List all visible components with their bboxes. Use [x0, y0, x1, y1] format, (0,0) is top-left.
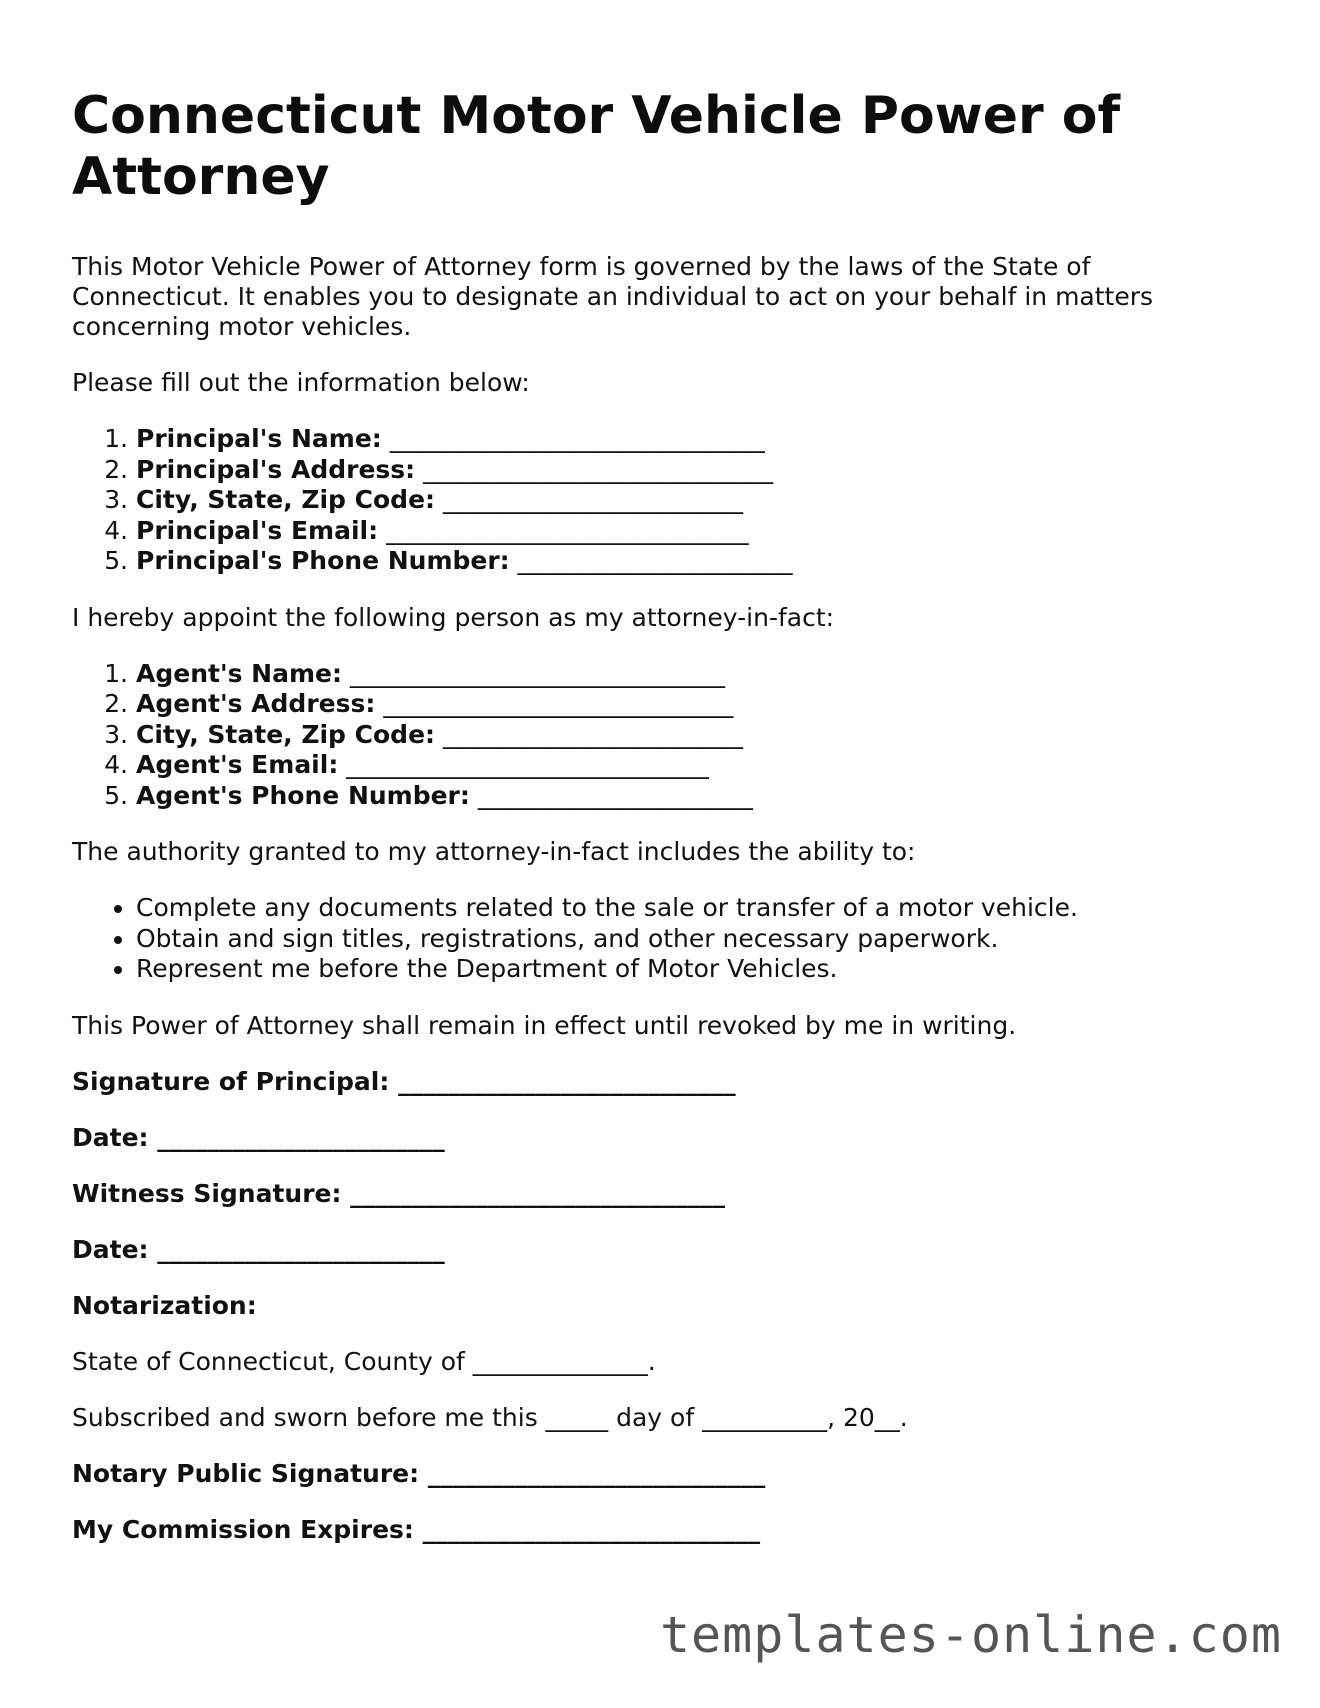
field-blank: ______________________________: [389, 424, 765, 453]
field-label: Agent's Name:: [136, 658, 342, 688]
principal-address-field: [136, 455, 1252, 486]
agent-city-state-zip-field: [136, 720, 1252, 751]
authority-item: • Obtain and sign titles, registrations, and other necessary paperwork.: [136, 924, 1252, 955]
fill-prompt: Please fill out the information below:: [72, 368, 530, 397]
appoint-text: I hereby appoint the following person as my attorney-in-fact:: [72, 602, 835, 632]
field-label: City, State, Zip Code:: [136, 485, 436, 514]
agent-phone-field: [136, 781, 1252, 812]
witness-signature-line: Witness Signature: ______________________________: [72, 1178, 726, 1208]
principal-phone-field: [136, 546, 1252, 577]
notarization-heading: Notarization:: [72, 1290, 257, 1320]
field-blank: _____________________________: [346, 750, 709, 779]
principal-email-field: [136, 516, 1252, 547]
field-blank: ______________________: [477, 780, 753, 810]
authority-item: • Complete any documents related to the sale or transfer of a motor vehicle.: [136, 893, 1252, 924]
field-blank: ________________________: [442, 485, 743, 514]
agent-fields-list: [72, 659, 1252, 812]
field-label: City, State, Zip Code:: [136, 719, 436, 749]
principal-city-state-zip-field: [136, 485, 1252, 516]
field-blank: ____________________________: [423, 454, 774, 484]
document-page: [72, 86, 1252, 1571]
principal-date-line: Date: _______________________: [72, 1122, 445, 1152]
field-blank: ________________________: [442, 719, 743, 749]
authority-item: • Represent me before the Department of Motor Vehicles.: [136, 954, 1252, 985]
notary-state-line: State of Connecticut, County of ______________.: [72, 1346, 656, 1376]
agent-email-field: [136, 750, 1252, 781]
field-label: Agent's Phone Number:: [136, 780, 470, 810]
revocation-text: This Power of Attorney shall remain in effect until revoked by me in writing.: [72, 1010, 1017, 1040]
watermark-text: templates-online.com: [659, 1606, 1282, 1664]
document-title: Connecticut Motor Vehicle Power of Attorney: [72, 86, 1121, 207]
field-label: Agent's Address:: [136, 689, 376, 718]
field-label: Agent's Email:: [136, 750, 339, 779]
field-blank: ______________________: [517, 546, 793, 575]
field-label: Principal's Email:: [136, 515, 379, 545]
agent-address-field: [136, 689, 1252, 720]
authority-intro: The authority granted to my attorney-in-fact includes the ability to:: [72, 837, 916, 866]
witness-date-line: Date: _______________________: [72, 1234, 445, 1264]
agent-name-field: [136, 659, 1252, 690]
intro-paragraph: This Motor Vehicle Power of Attorney form is governed by the laws of the State of Connecticut. It enables you to designate an individual to act on your behalf in matters concerning motor vehicles.: [72, 252, 1154, 341]
principal-signature-line: Signature of Principal: ___________________________: [72, 1066, 736, 1096]
field-label: Principal's Phone Number:: [136, 546, 510, 575]
field-label: Principal's Name:: [136, 424, 382, 453]
notary-sworn-line: Subscribed and sworn before me this _____ day of __________, 20__.: [72, 1402, 908, 1432]
principal-name-field: [136, 424, 1252, 455]
notary-signature-line: Notary Public Signature: ___________________________: [72, 1458, 766, 1488]
principal-fields-list: [72, 424, 1252, 577]
commission-expires-line: My Commission Expires: ___________________________: [72, 1514, 761, 1544]
authority-list: [72, 893, 1252, 985]
field-label: Principal's Address:: [136, 454, 416, 484]
field-blank: ____________________________: [383, 689, 734, 718]
field-blank: ______________________________: [349, 658, 725, 688]
field-blank: _____________________________: [386, 515, 749, 545]
